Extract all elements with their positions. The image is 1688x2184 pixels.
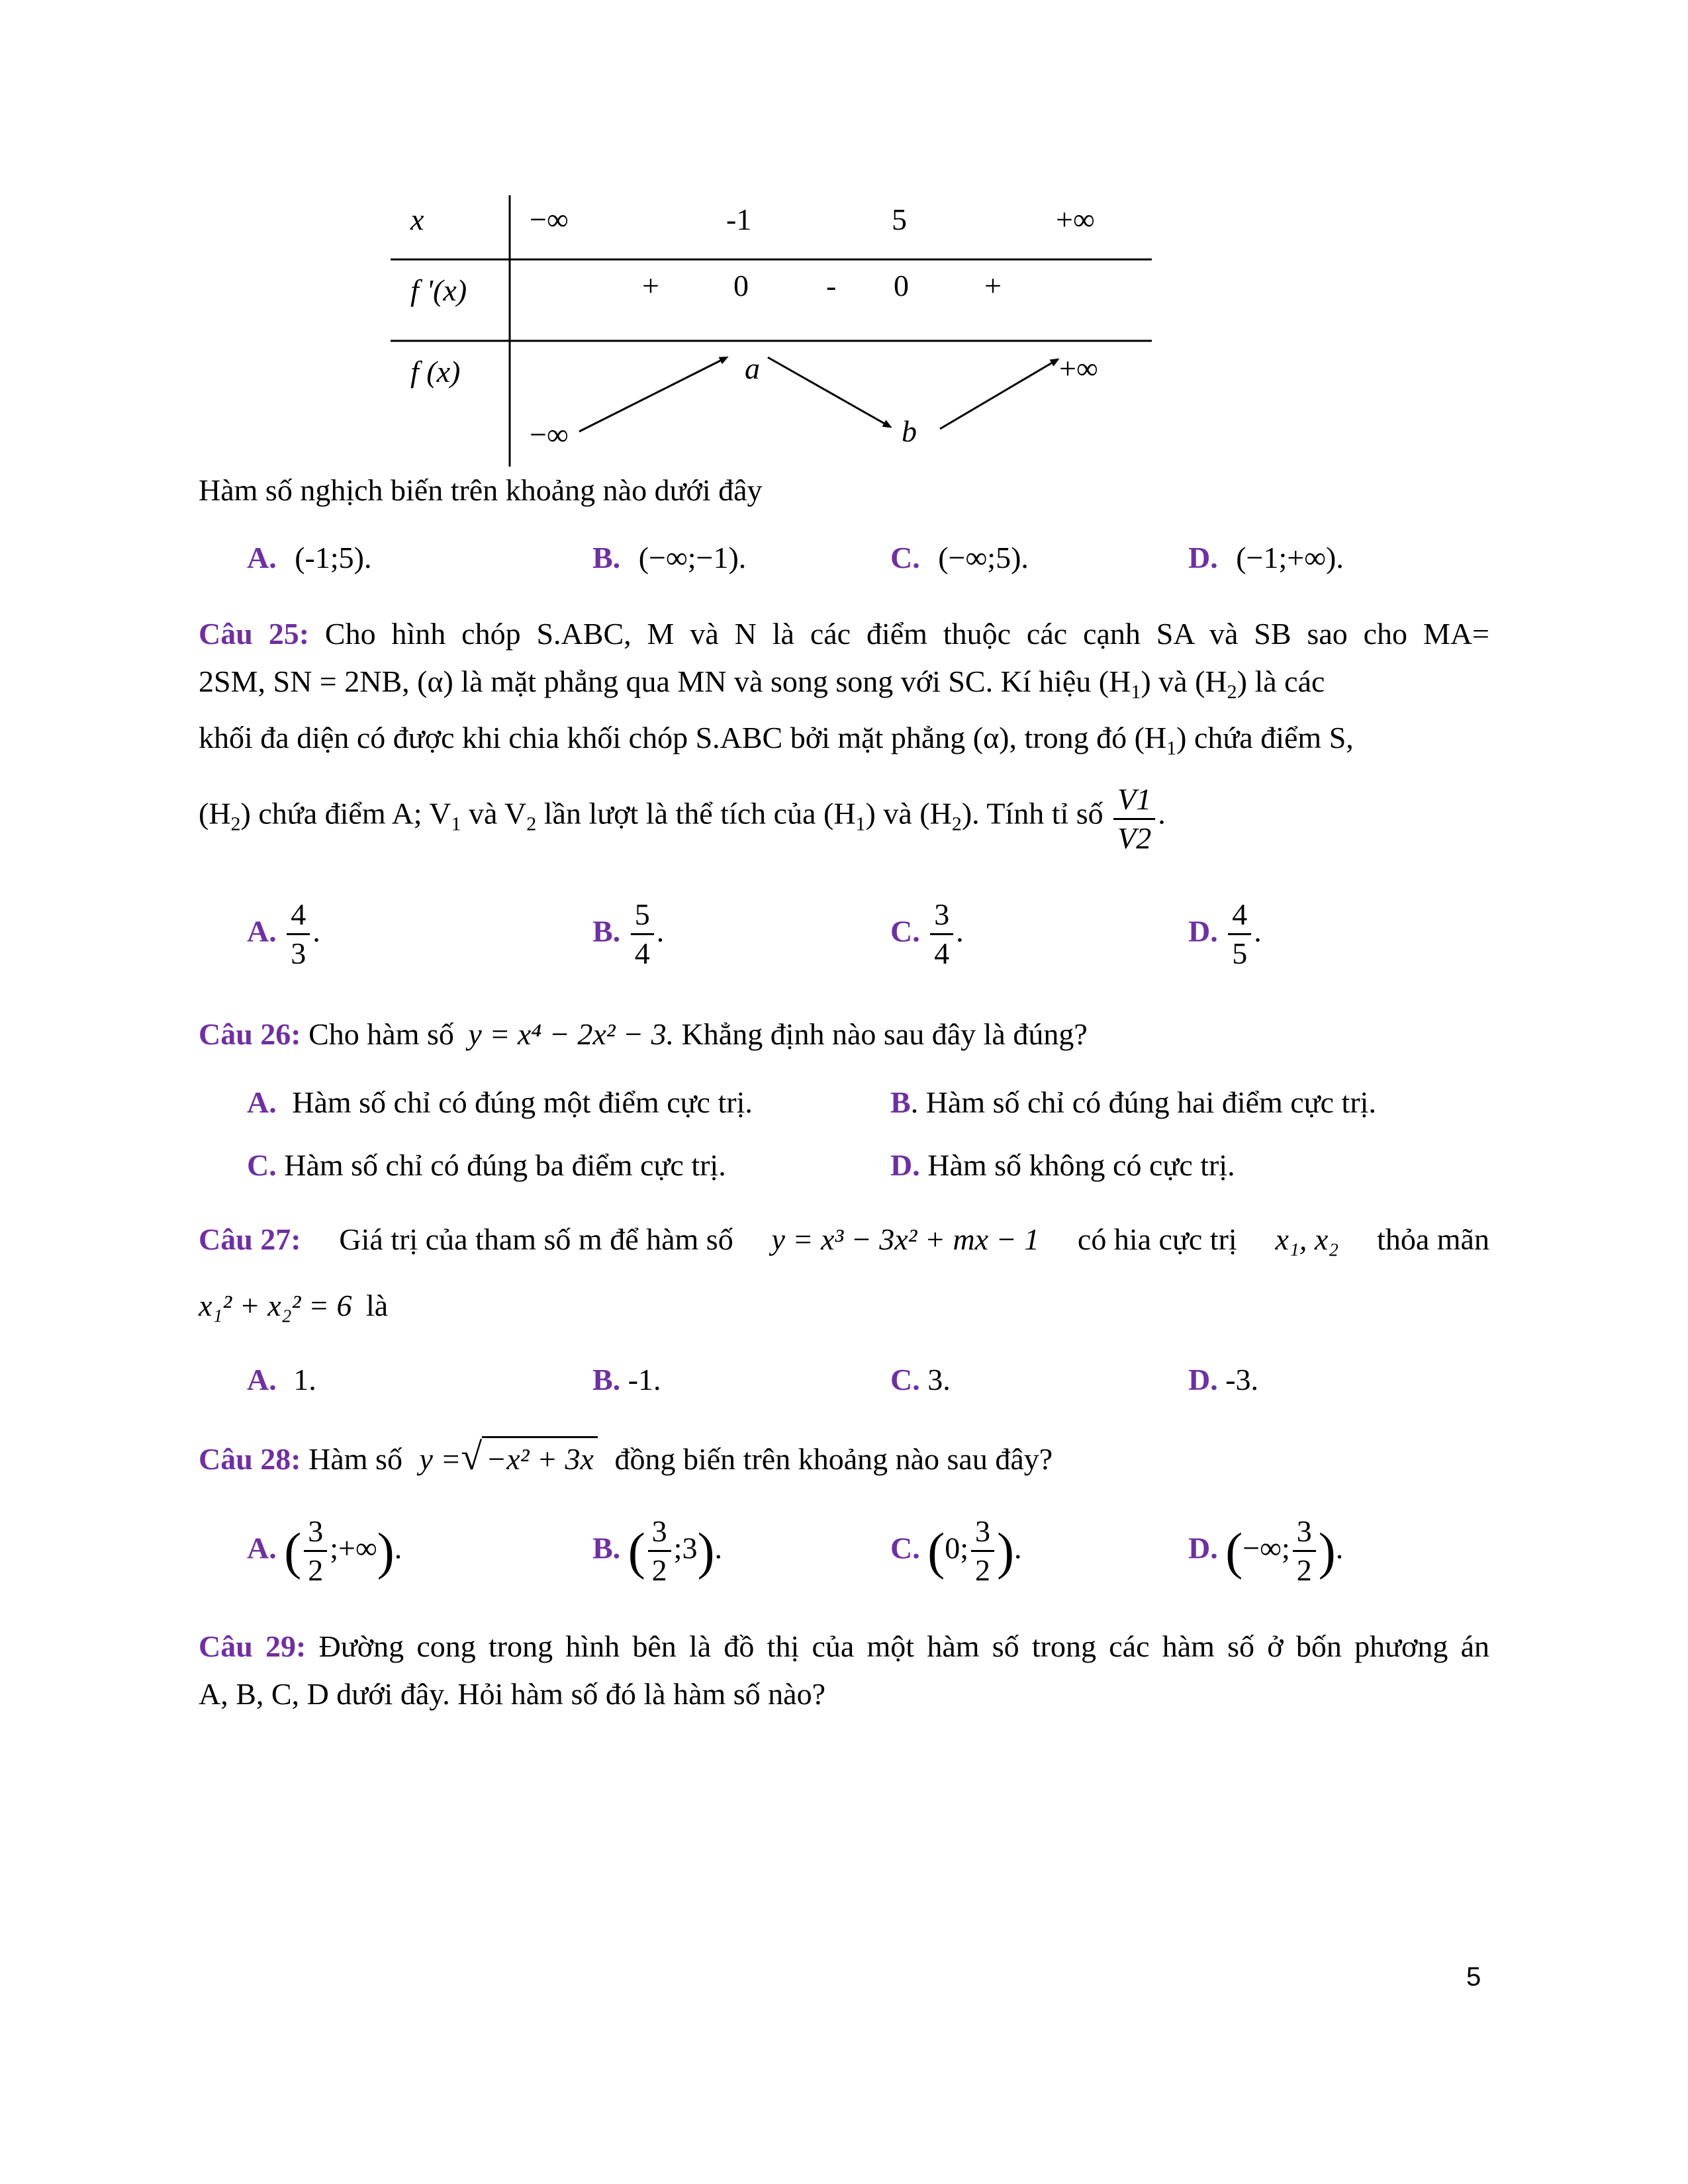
q25-text-4d: lần lượt là thể tích của (H (536, 796, 856, 831)
fraction-numerator: 4 (1228, 899, 1251, 935)
option-label: D. (890, 1148, 920, 1182)
option-label: A. (247, 541, 277, 574)
sqrt-radicand: −x² + 3x (482, 1436, 598, 1476)
increase-arrow-1 (579, 357, 727, 432)
option-text: (−1;+∞). (1236, 541, 1344, 574)
fraction-numerator: 4 (287, 899, 310, 935)
q27-text-a: Giá trị của tham số m để hàm số (339, 1222, 733, 1256)
paren-close: ) (1318, 1522, 1336, 1580)
fraction-denominator: 3 (291, 936, 306, 971)
fraction-denominator: 4 (634, 936, 650, 971)
fraction-denominator: V2 (1117, 821, 1152, 856)
q26-label: Câu 26: (199, 1017, 301, 1051)
q27-roots: x₁, x₂ (1275, 1222, 1339, 1256)
option-fraction (971, 1516, 994, 1587)
x-value-five: 5 (892, 203, 907, 236)
fraction-denominator: 2 (651, 1553, 667, 1588)
option-label: D. (1188, 914, 1218, 948)
page-number: 5 (1466, 1962, 1481, 1991)
option-text: -1. (628, 1363, 661, 1396)
q27-option-a (247, 1365, 316, 1395)
option-label: B (890, 1085, 911, 1119)
q25-text-3a: khối đa diện có được khi chia khối chóp S.ABC bởi mặt phẳng (199, 721, 966, 754)
q24-stem: Hàm số nghịch biến trên khoảng nào dưới đây (199, 473, 763, 507)
q24-option-a (247, 543, 371, 573)
q28-text-a: Hàm số (308, 1442, 402, 1476)
q27-condition: x₁² + x₂² = 6 (199, 1289, 352, 1322)
q25-text-2a: 2SM, SN = 2NB, (199, 664, 410, 698)
option-label: A. (247, 914, 277, 948)
fprime-zero-1: 0 (733, 269, 749, 302)
option-label: D. (1188, 541, 1218, 574)
fraction-denominator: 5 (1232, 936, 1248, 971)
f-value-right: +∞ (1059, 351, 1098, 385)
paren-close: ) (377, 1522, 395, 1580)
x-value-neg-inf: −∞ (530, 203, 569, 236)
q28-option-c: C. (0; $\frac{3}{2}$ ). (890, 1514, 1022, 1588)
plane-alpha: (α) (972, 721, 1009, 754)
fraction-numerator: 3 (648, 1516, 671, 1552)
fprime-sign-1: + (642, 269, 659, 302)
q25-text-2b: là mặt phẳng qua MN và song song với SC. Kí hiệu (H (461, 664, 1131, 698)
q29-text-1: Đường cong trong hình bên là đồ thị của một hàm số trong các hàm số ở bốn phương án (318, 1629, 1490, 1663)
q28-y-eq: y = (419, 1442, 461, 1476)
fraction-denominator: 2 (308, 1553, 324, 1588)
q26-option-c (247, 1150, 726, 1181)
ratio-fraction (1113, 784, 1155, 855)
q27-option-b (592, 1365, 661, 1395)
f-value-min: b (902, 414, 917, 448)
q24-option-c (890, 543, 1029, 573)
q25-text-4f: ). Tính tỉ số (961, 796, 1103, 831)
option-text: . Hàm số chỉ có đúng hai điểm cực trị. (910, 1085, 1376, 1119)
fraction-denominator: 2 (975, 1553, 990, 1588)
x-value-pos-inf: +∞ (1056, 203, 1095, 236)
option-label: C. (890, 914, 920, 948)
q25-text-4b: ) chứa điểm A; V (240, 796, 451, 831)
q26-stem (199, 1019, 1088, 1050)
q26-formula: y = x⁴ − 2x² − 3. (468, 1017, 675, 1051)
option-text: 1. (293, 1363, 316, 1396)
paren-open: ( (628, 1522, 645, 1580)
q25-text-2d: ) là các (1237, 664, 1325, 698)
q24-option-d (1188, 543, 1344, 573)
q25-text-4c: và V (461, 796, 527, 831)
option-text: (−∞;5). (938, 541, 1029, 574)
fprime-zero-2: 0 (894, 269, 909, 302)
option-text: -3. (1225, 1363, 1259, 1396)
q25-text-4e: ) và (H (865, 796, 952, 831)
paren-open: ( (1225, 1522, 1243, 1580)
row-x-label: x (410, 203, 424, 236)
q26-option-d (890, 1150, 1235, 1181)
subscript: 1 (855, 813, 866, 835)
option-fraction (1293, 1516, 1316, 1587)
q27-line-1 (199, 1224, 1489, 1255)
interval-post: ;+∞ (330, 1531, 377, 1565)
option-fraction (631, 899, 654, 970)
q25-line-4: $(H_2)$ chứa điểm A; $V_1$ và $V_2$ lần lượt là thể tích của $(H_1)$ và $(H_2)$. Tính tỉ số $\frac{V1}{V2}$ . (199, 782, 1166, 856)
q25-option-d: D. $\frac{4}{5}$ . (1188, 897, 1262, 971)
option-fraction (1228, 899, 1251, 970)
subscript: 1 (1166, 737, 1177, 760)
option-fraction (930, 899, 953, 970)
option-label: C. (890, 541, 920, 574)
subscript: 2 (1227, 681, 1237, 704)
fraction-denominator: 4 (934, 936, 950, 971)
option-label: C. (890, 1363, 920, 1396)
option-label: A. (247, 1085, 277, 1119)
option-label: A. (247, 1363, 277, 1396)
fraction-numerator: 3 (1293, 1516, 1316, 1552)
variation-table-lines (0, 0, 1688, 503)
option-label: B. (592, 1531, 621, 1565)
q26-option-b (890, 1087, 1376, 1118)
x-value-minus-one: -1 (726, 203, 752, 236)
q25-option-b: B. $\frac{5}{4}$ . (592, 897, 665, 971)
row-f-label: f (x) (410, 355, 461, 388)
q25-text-1: Cho hình chóp S.ABC, M và N là các điểm thuộc các cạnh SA và SB sao cho MA= (324, 617, 1490, 651)
interval-post: ;3 (673, 1531, 698, 1565)
option-text: (-1;5). (295, 541, 372, 574)
q28-option-a: A. ( $\frac{3}{2}$ ;+∞). (247, 1514, 402, 1588)
option-text: 3. (927, 1363, 951, 1396)
q27-text-c: thỏa mãn (1377, 1222, 1489, 1256)
increase-arrow-2 (940, 359, 1058, 429)
subscript: 2 (526, 813, 537, 835)
q25-label: Câu 25: (199, 617, 310, 651)
option-label: B. (592, 541, 621, 574)
q27-text-d: là (365, 1289, 389, 1322)
q25-text-2c: ) và (H (1141, 664, 1227, 698)
fraction-numerator: V1 (1113, 784, 1155, 820)
q25-text-4a: (H (199, 796, 231, 831)
f-value-max: a (745, 351, 760, 385)
q28-label: Câu 28: (199, 1442, 301, 1476)
q28-option-d: D. (−∞; $\frac{3}{2}$ ). (1188, 1514, 1344, 1588)
fraction-denominator: 2 (1296, 1553, 1312, 1588)
interval-pre: 0; (945, 1531, 968, 1565)
q26-text-b: Khẳng định nào sau đây là đúng? (681, 1017, 1088, 1051)
subscript: 1 (1131, 681, 1141, 704)
paren-close: ) (697, 1522, 715, 1580)
q28-option-b: B. ( $\frac{3}{2}$ ;3). (592, 1514, 722, 1588)
plane-alpha: (α) (417, 664, 453, 698)
option-label: A. (247, 1531, 277, 1565)
q25-option-c: C. $\frac{3}{4}$ . (890, 897, 964, 971)
subscript: 1 (451, 813, 461, 835)
option-text: Hàm số không có cực trị. (927, 1148, 1235, 1182)
q28-text-b: đồng biến trên khoảng nào sau đây? (614, 1442, 1053, 1476)
fraction-numerator: 3 (304, 1516, 327, 1552)
option-fraction (304, 1516, 327, 1587)
q29-line-1 (199, 1631, 1489, 1662)
option-fraction (648, 1516, 671, 1587)
option-label: C. (247, 1148, 277, 1182)
subscript: 2 (230, 813, 241, 835)
q25-option-a: A. $\frac{4}{3}$ . (247, 897, 320, 971)
q27-label: Câu 27: (199, 1222, 301, 1256)
q26-option-a (247, 1087, 753, 1118)
fraction-numerator: 5 (631, 899, 654, 935)
q27-line-2 (199, 1291, 388, 1321)
q27-text-b: có hia cực trị (1077, 1222, 1237, 1256)
q27-option-c (890, 1365, 951, 1395)
q25-line-1 (199, 619, 1489, 649)
fraction-numerator: 3 (971, 1516, 994, 1552)
decrease-arrow (768, 357, 890, 427)
q28-stem (199, 1437, 1053, 1476)
paren-close: ) (997, 1522, 1014, 1580)
q25-line-3 (199, 723, 1489, 758)
q29-line-2: A, B, C, D dưới đây. Hỏi hàm số đó là hàm số nào? (199, 1677, 825, 1711)
q25-line-2 (199, 666, 1489, 702)
paren-open: ( (284, 1522, 302, 1580)
q29-label: Câu 29: (199, 1629, 306, 1663)
option-label: D. (1188, 1363, 1218, 1396)
option-label: D. (1188, 1531, 1218, 1565)
option-label: B. (592, 914, 621, 948)
q27-option-d (1188, 1365, 1258, 1395)
subscript: 2 (951, 813, 962, 835)
option-text: (−∞;−1). (638, 541, 747, 574)
fraction-numerator: 3 (930, 899, 953, 935)
interval-pre: −∞; (1243, 1531, 1290, 1565)
row-fprime-label: f '(x) (410, 273, 467, 307)
f-value-left: −∞ (530, 418, 569, 451)
q24-option-b (592, 543, 746, 573)
sqrt-symbol: √ (461, 1435, 483, 1478)
option-label: B. (592, 1363, 621, 1396)
option-text: Hàm số chỉ có đúng ba điểm cực trị. (284, 1148, 726, 1182)
fprime-sign-3: + (984, 269, 1002, 302)
q25-text-3c: ) chứa điểm S, (1176, 721, 1354, 754)
q27-formula: y = x³ − 3x² + mx − 1 (771, 1222, 1040, 1256)
paren-open: ( (927, 1522, 945, 1580)
q25-text-3b: , trong đó (H (1009, 721, 1167, 754)
fprime-sign-2: - (826, 269, 837, 302)
q26-text-a: Cho hàm số (308, 1017, 454, 1051)
option-label: C. (890, 1531, 920, 1565)
option-text: Hàm số chỉ có đúng một điểm cực trị. (292, 1085, 753, 1119)
option-fraction (287, 899, 310, 970)
